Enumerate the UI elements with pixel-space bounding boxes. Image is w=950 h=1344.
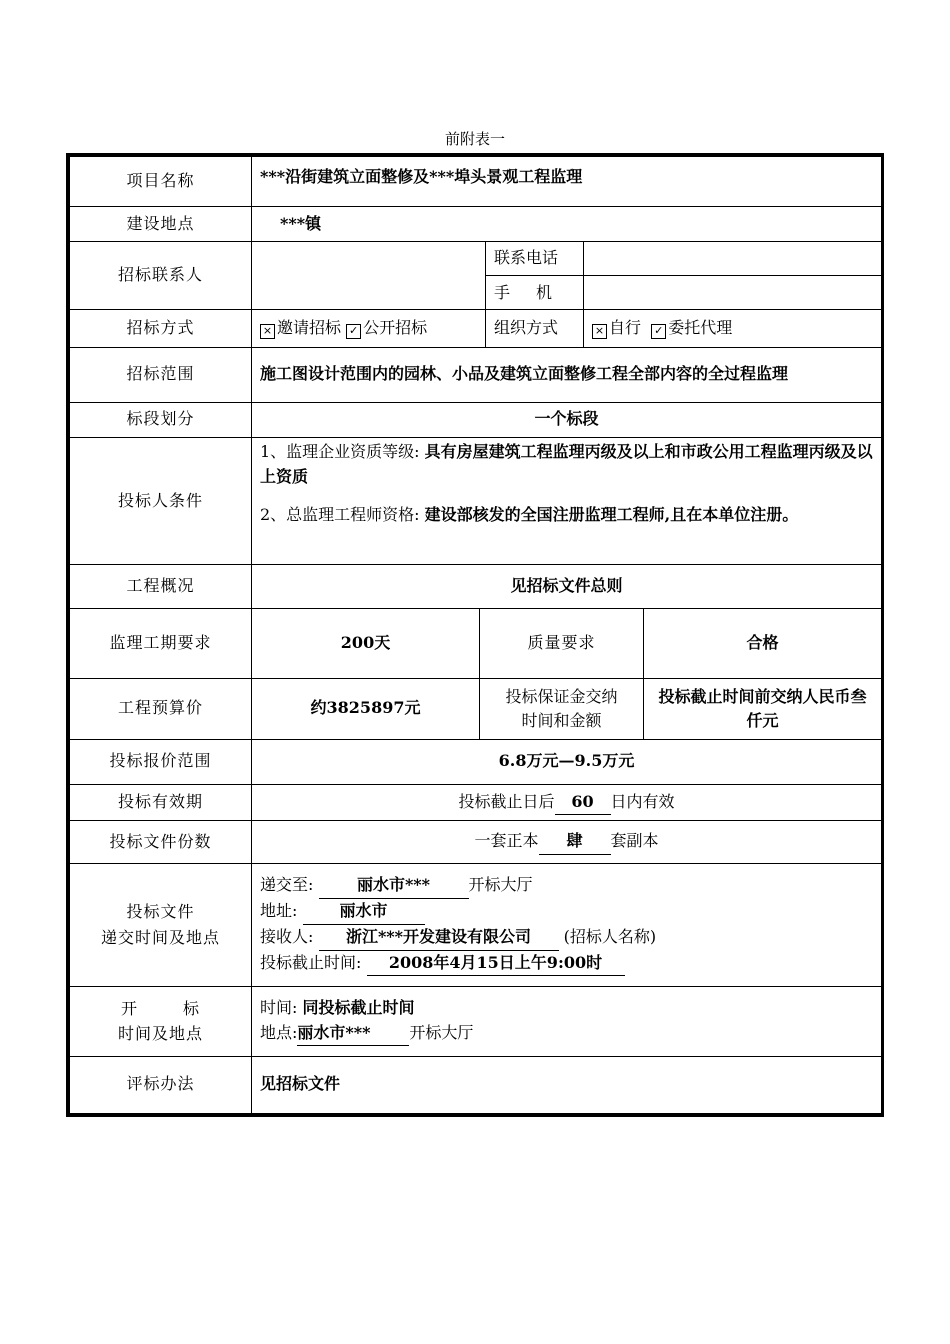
budget-label: 工程预算价 [70,678,252,739]
condition-1-value: 具有房屋建筑工程监理丙级及以上和市政公用工程监理丙级及以上资质 [260,441,873,486]
bid-table [66,153,884,1117]
scope-label: 招标范围 [70,347,252,402]
opening-place: 丽水市*** [297,1021,409,1047]
sections-label: 标段划分 [70,402,252,437]
validity-days: 60 [555,790,611,816]
project-name-label: 项目名称 [70,157,252,207]
agent-checkbox[interactable]: ✓ [651,324,666,339]
self-label: 自行 [609,318,642,338]
method-label: 招标方式 [70,310,252,347]
public-label: 公开招标 [363,318,428,338]
project-name-value: ***沿街建筑立面整修及***埠头景观工程监理 [252,157,882,207]
period-label: 监理工期要求 [70,609,252,678]
self-checkbox[interactable]: × [592,324,607,339]
agent-label: 委托代理 [668,318,733,338]
opening-label: 开标 时间及地点 [70,986,252,1056]
quality-label: 质量要求 [480,609,644,678]
budget-value: 约3825897元 [252,678,480,739]
phone-value-cell [584,242,882,276]
method-options [252,310,486,347]
copies-count: 肆 [539,829,611,855]
submission-address: 丽水市 [303,899,425,925]
copies-label: 投标文件份数 [70,821,252,864]
validity-value: 投标截止日后 60 日内有效 [252,784,882,820]
opening-details: 时间: 同投标截止时间 地点:丽水市*** 开标大厅 [252,986,882,1056]
conditions-value [252,437,882,564]
evaluation-label: 评标办法 [70,1056,252,1113]
phone-label: 联系电话 [486,242,584,276]
org-options [584,310,882,347]
contact-name-cell [252,242,486,310]
submission-to: 丽水市*** [319,873,469,899]
overview-value: 见招标文件总则 [252,565,882,609]
location-label: 建设地点 [70,207,252,242]
table-caption: 前附表一 [444,130,505,148]
opening-time: 同投标截止时间 [302,997,415,1017]
price-range-label: 投标报价范围 [70,739,252,784]
condition-2-prefix: 2、总监理工程师资格: [260,505,420,525]
public-checkbox[interactable]: ✓ [346,324,361,339]
submission-receiver: 浙江***开发建设有限公司 [319,925,559,951]
quality-value: 合格 [644,609,882,678]
contact-label: 招标联系人 [70,242,252,310]
mobile-value-cell [584,276,882,310]
evaluation-value: 见招标文件 [252,1056,882,1113]
condition-2-value: 建设部核发的全国注册监理工程师,且在本单位注册。 [424,505,799,525]
condition-1-prefix: 1、监理企业资质等级: [260,441,420,461]
sections-value: 一个标段 [252,402,882,437]
deposit-label: 投标保证金交纳 时间和金额 [480,678,644,739]
period-value: 200天 [252,609,480,678]
location-value: ***镇 [252,207,882,242]
copies-value: 一套正本 肆 套副本 [252,821,882,864]
invite-label: 邀请招标 [277,318,342,338]
invite-checkbox[interactable]: × [260,324,275,339]
deposit-value: 投标截止时间前交纳人民币叁仟元 [644,678,882,739]
conditions-label: 投标人条件 [70,437,252,564]
price-range-value: 6.8万元—9.5万元 [252,739,882,784]
mobile-label: 手机 [486,276,584,310]
submission-deadline: 2008年4月15日上午9:00时 [367,951,625,977]
submission-details: 递交至: 丽水市*** 开标大厅 地址: 丽水市 接收人: 浙江***开发建设有限公司 (招标人名称) 投标截止时间: 2008年4月15日上午9:00时 [252,864,882,986]
overview-label: 工程概况 [70,565,252,609]
scope-value: 施工图设计范围内的园林、小品及建筑立面整修工程全部内容的全过程监理 [252,347,882,402]
validity-label: 投标有效期 [70,784,252,820]
org-label: 组织方式 [486,310,584,347]
submission-label: 投标文件 递交时间及地点 [70,864,252,986]
